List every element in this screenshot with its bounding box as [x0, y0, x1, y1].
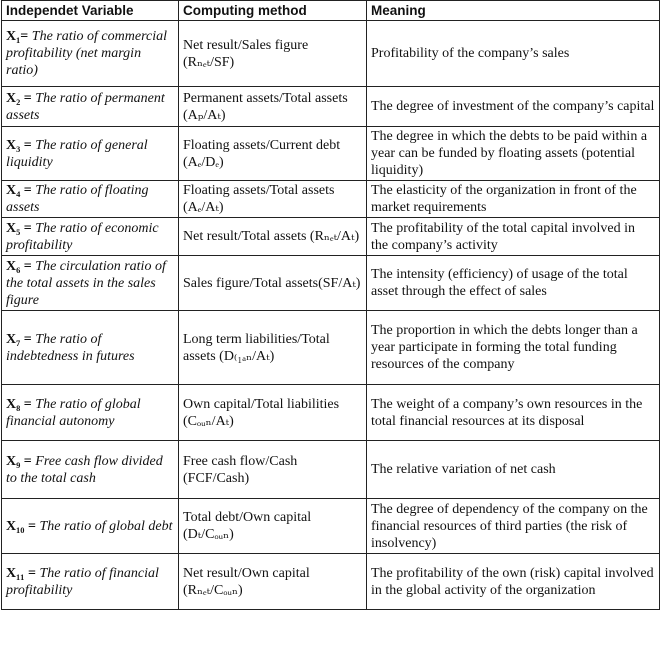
header-computing-method: Computing method: [179, 1, 367, 21]
variable-cell: [2, 256, 179, 311]
table-row: [2, 127, 660, 181]
table-row: [2, 218, 660, 256]
variable-symbol: X₆ =: [6, 258, 32, 274]
variable-name: The ratio of global financial autonomy: [6, 396, 141, 429]
method-cell: Free cash flow/Cash (FCF/Cash): [179, 441, 367, 499]
variable-name: The ratio of global debt: [39, 518, 173, 534]
variable-cell: [2, 554, 179, 610]
ratios-table: [1, 0, 660, 610]
table-row: [2, 441, 660, 499]
table-row: [2, 256, 660, 311]
variable-symbol: X₁=: [6, 29, 29, 44]
variable-name: The ratio of commercial profitability (net margin ratio): [6, 29, 167, 78]
table-row: [2, 554, 660, 610]
meaning-cell: The degree of investment of the company’s capital: [367, 87, 660, 127]
method-cell: Total debt/Own capital (Dₜ/Cₒᵤₙ): [179, 499, 367, 554]
meaning-cell: The relative variation of net cash: [367, 441, 660, 499]
variable-cell: [2, 218, 179, 256]
meaning-cell: The elasticity of the organization in front of the market requirements: [367, 181, 660, 218]
table-row: [2, 21, 660, 87]
meaning-cell: Profitability of the company’s sales: [367, 21, 660, 87]
method-cell: Permanent assets/Total assets (Aₚ/Aₜ): [179, 87, 367, 127]
method-cell: Net result/Own capital (Rₙₑₜ/Cₒᵤₙ): [179, 554, 367, 610]
header-row: [2, 1, 660, 21]
method-cell: Sales figure/Total assets(SF/Aₜ): [179, 256, 367, 311]
table-row: [2, 311, 660, 385]
variable-symbol: X₇ =: [6, 331, 32, 347]
variable-symbol: X₈ =: [6, 396, 32, 412]
variable-name: The ratio of permanent assets: [6, 90, 165, 123]
variable-name: The circulation ratio of the total assets in the sales figure: [6, 258, 166, 308]
variable-symbol: X₄ =: [6, 183, 32, 198]
method-cell: Net result/Total assets (Rₙₑₜ/Aₜ): [179, 218, 367, 256]
table-row: [2, 87, 660, 127]
method-cell: Floating assets/Current debt (Aₑ/Dₑ): [179, 127, 367, 181]
variable-name: Free cash flow divided to the total cash: [6, 453, 163, 486]
meaning-cell: The profitability of the total capital involved in the company’s activity: [367, 218, 660, 256]
method-cell: Own capital/Total liabilities (Cₒᵤₙ/Aₜ): [179, 385, 367, 441]
meaning-cell: The intensity (efficiency) of usage of the total asset through the effect of sales: [367, 256, 660, 311]
variable-cell: [2, 181, 179, 218]
meaning-cell: The degree of dependency of the company on the financial resources of third parties (the risk of insolvency): [367, 499, 660, 554]
variable-cell: [2, 441, 179, 499]
meaning-cell: The weight of a company’s own resources in the total financial resources at its disposal: [367, 385, 660, 441]
variable-cell: [2, 87, 179, 127]
variable-symbol: X₅ =: [6, 220, 32, 236]
variable-name: The ratio of floating assets: [6, 183, 149, 215]
variable-name: The ratio of indebtedness in futures: [6, 331, 135, 364]
method-cell: Net result/Sales figure (Rₙₑₜ/SF): [179, 21, 367, 87]
method-cell: Floating assets/Total assets (Aₑ/Aₜ): [179, 181, 367, 218]
meaning-cell: The proportion in which the debts longer than a year participate in forming the total funding resources of the company: [367, 311, 660, 385]
variable-cell: [2, 127, 179, 181]
meaning-cell: The profitability of the own (risk) capital involved in the global activity of the organization: [367, 554, 660, 610]
variable-symbol: X₁₁ =: [6, 565, 36, 581]
variable-symbol: X₃ =: [6, 137, 32, 153]
variable-cell: [2, 499, 179, 554]
table-row: [2, 499, 660, 554]
variable-name: The ratio of financial profitability: [6, 565, 159, 598]
table-row: [2, 181, 660, 218]
variable-name: The ratio of economic profitability: [6, 220, 159, 253]
variable-symbol: X₂ =: [6, 90, 32, 106]
variable-symbol: X₁₀ =: [6, 518, 36, 534]
variable-cell: [2, 385, 179, 441]
header-independent-variable: Independet Variable: [2, 1, 179, 21]
meaning-cell: The degree in which the debts to be paid within a year can be funded by floating assets (potential liquidity): [367, 127, 660, 181]
header-meaning: Meaning: [367, 1, 660, 21]
variable-cell: [2, 21, 179, 87]
method-cell: Long term liabilities/Total assets (D₍₁ₐₙ/Aₜ): [179, 311, 367, 385]
variable-name: The ratio of general liquidity: [6, 137, 148, 170]
variable-symbol: X₉ =: [6, 453, 32, 469]
table-row: [2, 385, 660, 441]
variable-cell: [2, 311, 179, 385]
